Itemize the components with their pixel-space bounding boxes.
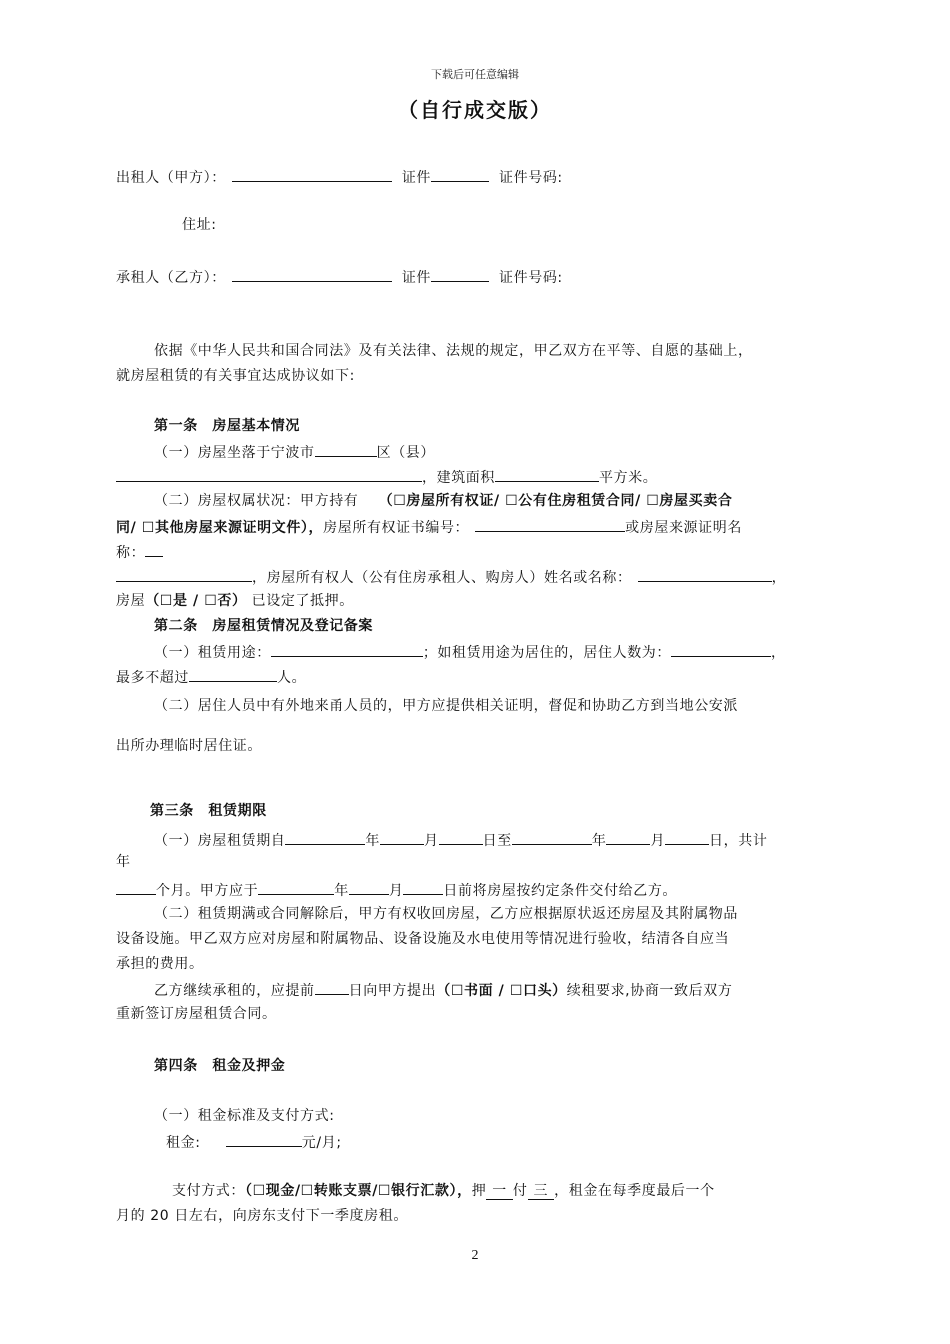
address-detail-blank[interactable] [116,466,422,482]
a3-return-line-3: 承担的费用。 [116,956,204,972]
a2-residence-line-1: （二）居住人员中有外地来甬人员的，甲方应提供相关证明，督促和协助乙方到当地公安派 [154,698,738,714]
a4-rent-line: 租金: 元/月; [166,1131,342,1153]
a3-return-line-2: 设备设施。甲乙双方应对房屋和附属物品、设备设施及水电使用等情况进行验收，结清各自应当 [116,931,730,947]
a4-rent-heading: （一）租金标准及支付方式: [154,1108,335,1124]
renewal-method-checkboxes[interactable]: （☐书面 / ☐口头） [436,983,567,999]
end-day-blank[interactable] [665,829,709,845]
page-header: 下载后可任意编辑 [431,68,519,81]
lessor-address-line: 住址: [182,217,217,233]
source-doc-name-blank[interactable] [145,541,163,557]
a1-ownership-line-3: 称： [116,541,163,563]
owner-name-blank[interactable] [638,566,772,582]
delivery-day-blank[interactable] [403,879,443,895]
a3-return-line-1: （二）租赁期满或合同解除后，甲方有权收回房屋，乙方应根据原状返还房屋及其附属物品 [154,906,738,922]
lessor-id-type-blank[interactable] [431,166,489,182]
end-month-blank[interactable] [606,829,650,845]
certificate-number-blank[interactable] [475,516,625,532]
payment-method-checkboxes[interactable]: （☐现金/☐转账支票/☐银行汇款）， [245,1183,472,1199]
start-year-blank[interactable] [285,829,365,845]
article-1-title: 第一条 房屋基本情况 [154,418,300,434]
article-2-title: 第二条 房屋租赁情况及登记备案 [154,618,373,634]
term-months-blank[interactable] [116,879,156,895]
a3-term-line-2: 年 [116,854,131,870]
a3-delivery-line: 个月。甲方应于 年 月 日前将房屋按约定条件交付给乙方。 [116,879,677,901]
a3-term-line-1: （一）房屋租赁期自 年 月 日至 年 月 日，共计 [154,829,767,851]
lessee-id-type-blank[interactable] [431,266,489,282]
delivery-month-blank[interactable] [349,879,389,895]
a4-payment-line-2: 月的 20 日左右，向房东支付下一季度房租。 [116,1208,408,1224]
a1-location-line: （一）房屋坐落于宁波市 区（县） [154,441,435,463]
lease-purpose-blank[interactable] [271,641,423,657]
a2-residence-line-2: 出所办理临时居住证。 [116,738,262,754]
lessee-name-blank[interactable] [232,266,392,282]
start-day-blank[interactable] [439,829,483,845]
lessor-line: 出租人（甲方）： 证件 证件号码: [116,166,563,188]
a1-ownership-line-1: （二）房屋权属状况：甲方持有 （☐房屋所有权证/ ☐公有住房租赁合同/ ☐房屋买卖合 [154,493,733,509]
delivery-year-blank[interactable] [258,879,334,895]
intro-line-1: 依据《中华人民共和国合同法》及有关法律、法规的规定，甲乙双方在平等、自愿的基础上， [154,343,753,359]
a1-owner-line: ，房屋所有权人（公有住房承租人、购房人）姓名或名称： ， [116,566,786,588]
article-3-title: 第三条 租赁期限 [150,803,267,819]
a2-max-occupants-line: 最多不超过 人。 [116,666,306,688]
a3-renewal-line-2: 重新签订房屋租赁合同。 [116,1006,277,1022]
payment-months-field[interactable]: 三 [528,1183,555,1200]
page-number: 2 [471,1248,479,1263]
max-occupants-blank[interactable] [189,666,277,682]
renewal-notice-days-blank[interactable] [315,979,349,995]
a1-ownership-line-2: 同/ ☐其他房屋来源证明文件），房屋所有权证书编号： 或房屋来源证明名 [116,516,742,538]
floor-area-blank[interactable] [495,466,599,482]
document-title: （自行成交版） [398,98,552,122]
a1-area-line: ，建筑面积 平方米。 [116,466,657,488]
source-doc-name-blank-2[interactable] [116,566,252,582]
lessor-name-blank[interactable] [232,166,392,182]
mortgage-checkboxes[interactable]: （☐是 / ☐否） [145,593,247,609]
monthly-rent-blank[interactable] [226,1131,302,1147]
occupant-count-blank[interactable] [671,641,771,657]
a4-payment-line-1: 支付方式：（☐现金/☐转账支票/☐银行汇款），押 一 付 三 ，租金在每季度最后一个 [172,1183,715,1199]
start-month-blank[interactable] [380,829,424,845]
intro-line-2: 就房屋租赁的有关事宜达成协议如下: [116,368,355,384]
district-blank[interactable] [315,441,377,457]
a2-purpose-line: （一）租赁用途： ；如租赁用途为居住的，居住人数为： ， [154,641,786,663]
article-4-title: 第四条 租金及押金 [154,1058,286,1074]
a3-renewal-line-1: 乙方继续承租的，应提前 日向甲方提出（☐书面 / ☐口头）续租要求,协商一致后双方 [154,979,732,1001]
end-year-blank[interactable] [512,829,592,845]
a1-mortgage-line: 房屋（☐是 / ☐否） 已设定了抵押。 [116,593,354,609]
lessee-line: 承租人（乙方）： 证件 证件号码: [116,266,563,288]
deposit-months-field[interactable]: 一 [486,1183,513,1200]
